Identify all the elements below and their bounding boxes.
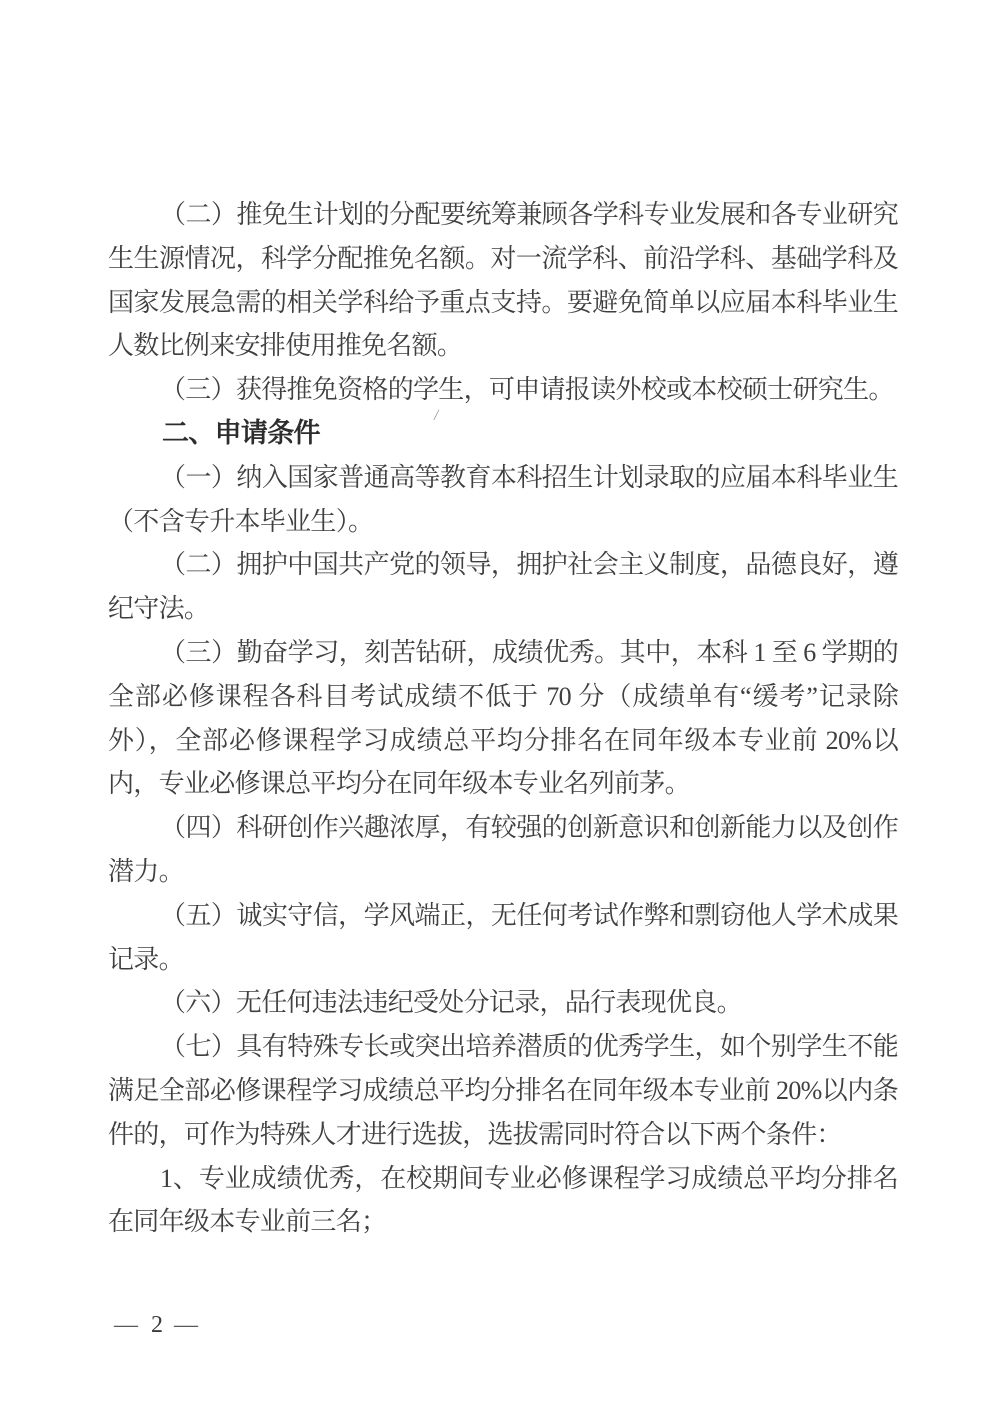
body-paragraph: 1、专业成绩优秀，在校期间专业必修课程学习成绩总平均分排名在同年级本专业前三名； xyxy=(108,1163,898,1237)
body-paragraph: （二）拥护中国共产党的领导，拥护社会主义制度，品德良好，遵纪守法。 xyxy=(108,550,898,624)
body-paragraph: （三）勤奋学习，刻苦钻研，成绩优秀。其中，本科 1 至 6 学期的全部必修课程各科目考试成绩不低于 70 分（成绩单有“缓考”记录除外），全部必修课程学习成绩总平均分排名在同年级本专业前 20%以内，专业必修课总平均分在同年级本专业名列前茅。 xyxy=(108,637,898,799)
footer-dash-left: — xyxy=(114,1312,140,1338)
body-paragraph: （四）科研创作兴趣浓厚，有较强的创新意识和创新能力以及创作潜力。 xyxy=(108,813,898,886)
body-paragraph: （三）获得推免资格的学生，可申请报读外校或本校硕士研究生。 xyxy=(160,375,894,405)
body-paragraph: （二）推免生计划的分配要统筹兼顾各学科专业发展和各专业研究生生源情况，科学分配推免名额。对一流学科、前沿学科、基础学科及国家发展急需的相关学科给予重点支持。要避免简单以应届本科毕业生人数比例来安排使用推免名额。 xyxy=(108,200,898,361)
footer-dash-right: — xyxy=(174,1312,200,1338)
page-number: 2 xyxy=(151,1312,163,1338)
body-paragraph: （五）诚实守信，学风端正，无任何考试作弊和剽窃他人学术成果记录。 xyxy=(108,900,898,974)
body-paragraph: （一）纳入国家普通高等教育本科招生计划录取的应届本科毕业生（不含专升本毕业生）。 xyxy=(108,462,898,536)
body-paragraph: （六）无任何违法违纪受处分记录，品行表现优良。 xyxy=(160,988,742,1018)
section-heading: 二、申请条件 xyxy=(162,417,320,448)
page-footer xyxy=(114,1312,200,1339)
document-body xyxy=(108,193,898,1244)
body-paragraph: （七）具有特殊专长或突出培养潜质的优秀学生，如个别学生不能满足全部必修课程学习成绩总平均分排名在同年级本专业前 20%以内条件的，可作为特殊人才进行选拔，选拔需同时符合以下两个条件： xyxy=(108,1032,898,1149)
scan-artifact-slash: / xyxy=(432,406,440,425)
